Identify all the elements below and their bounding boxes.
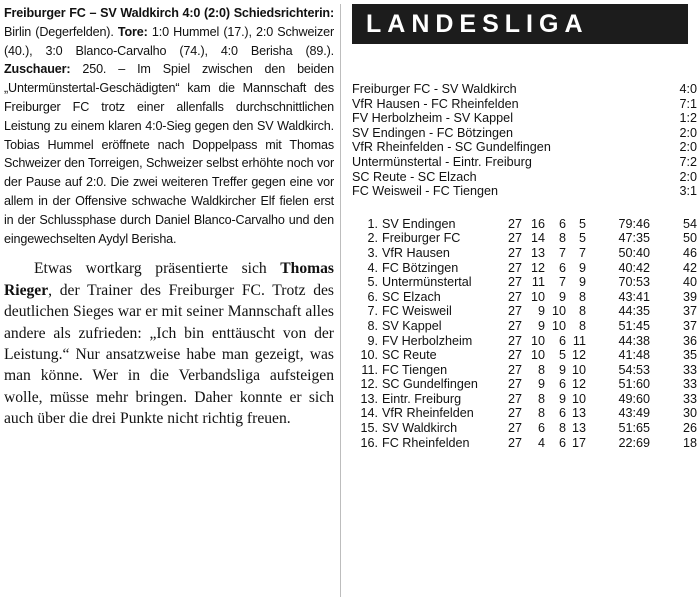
standing-points: 42 [682, 260, 697, 275]
standing-team: FC Rheinfelden [382, 435, 470, 450]
result-match: FC Weisweil - FC Tiengen [352, 184, 499, 199]
result-match: Untermünstertal - Eintr. Freiburg [352, 154, 532, 169]
result-score: 2:0 [679, 169, 697, 184]
result-row [352, 111, 697, 126]
standing-wins: 9 [537, 304, 545, 319]
standing-goals: 51:65 [618, 421, 650, 436]
standing-team: FC Tiengen [382, 362, 448, 377]
standing-goals: 79:46 [618, 216, 650, 231]
standing-goals: 51:60 [618, 377, 650, 392]
standing-losses: 13 [571, 421, 586, 436]
standing-losses: 10 [571, 362, 586, 377]
standing-draws: 6 [558, 260, 566, 275]
standing-team: FC Weisweil [382, 304, 452, 319]
standing-losses: 8 [578, 318, 586, 333]
standing-team: SC Gundelfingen [382, 377, 478, 392]
standing-draws: 8 [558, 421, 566, 436]
standing-team: Untermünstertal [382, 275, 472, 290]
result-row [352, 140, 697, 155]
standing-games: 27 [507, 348, 522, 363]
spectators-text: 250. – Im Spiel zwischen den beiden „Untermünstertal-Geschädigten“ kam die Mannschaft des Freiburger FC trotz einer allenfalls durchschnittlichen Leistung zu einem klaren 4:0-Sieg gegen den SV Waldkirch. Tobias Hummel eröffnete nach Doppelpass mit Thomas Schweizer den Torreigen, Schweizer selbst erhöhte noch vor der Pause auf 2:0. Die zwei weiteren Treffer gegen eine vor allem in der Offensive schwache Waldkircher Elf fielen erst in der Schlussphase durch Daniel Blanco-Carvalho und den eingewechselten Aydyl Berisha. [4, 62, 334, 246]
standing-losses: 5 [578, 216, 586, 231]
standing-wins: 10 [530, 348, 545, 363]
standing-wins: 11 [531, 275, 545, 290]
standing-losses: 12 [571, 348, 586, 363]
standing-draws: 6 [558, 406, 566, 421]
standing-draws: 10 [551, 318, 566, 333]
standing-losses: 17 [571, 435, 586, 450]
coach-feature [4, 258, 334, 429]
table-row [352, 304, 697, 319]
standing-rank: 16. [360, 435, 378, 450]
standing-games: 27 [507, 318, 522, 333]
results-list [352, 82, 697, 199]
result-match: VfR Rheinfelden - SC Gundelfingen [352, 140, 551, 155]
standing-points: 18 [682, 435, 697, 450]
match-report-title: Freiburger FC – SV Waldkirch 4:0 (2:0) [4, 6, 230, 20]
standing-goals: 47:35 [618, 231, 650, 246]
standing-rank: 11. [361, 362, 378, 377]
table-row [352, 231, 697, 246]
referee-label: Schiedsrichterin: [233, 6, 335, 20]
standing-points: 54 [682, 216, 697, 231]
table-row [352, 319, 697, 334]
table-row [352, 275, 697, 290]
standing-team: SC Elzach [382, 289, 441, 304]
match-report [4, 4, 334, 248]
standing-points: 35 [682, 348, 697, 363]
standing-team: Eintr. Freiburg [382, 391, 462, 406]
standing-games: 27 [507, 216, 522, 231]
table-row [352, 261, 697, 276]
standing-draws: 7 [558, 275, 566, 290]
standing-games: 27 [507, 275, 522, 290]
standing-rank: 1. [367, 216, 378, 231]
result-match: SV Endingen - FC Bötzingen [352, 125, 514, 140]
standing-wins: 12 [530, 260, 545, 275]
standing-wins: 13 [530, 245, 545, 260]
standing-rank: 3. [367, 245, 378, 260]
standing-losses: 10 [571, 391, 586, 406]
standing-goals: 41:48 [618, 348, 650, 363]
standing-wins: 10 [530, 289, 545, 304]
result-match: Freiburger FC - SV Waldkirch [352, 82, 517, 96]
result-row [352, 184, 697, 199]
standing-points: 39 [682, 289, 697, 304]
standing-games: 27 [507, 362, 522, 377]
standing-games: 27 [507, 421, 522, 436]
result-row [352, 82, 697, 97]
standing-wins: 16 [530, 216, 545, 231]
standing-draws: 9 [558, 391, 566, 406]
standing-points: 33 [682, 362, 697, 377]
standing-draws: 6 [558, 333, 566, 348]
standing-goals: 50:40 [618, 245, 650, 260]
standing-wins: 8 [537, 406, 545, 421]
result-score: 2:0 [679, 125, 697, 140]
result-row [352, 170, 697, 185]
result-score: 4:0 [679, 82, 697, 96]
table-row [352, 334, 697, 349]
standing-losses: 13 [571, 406, 586, 421]
standing-points: 26 [682, 421, 697, 436]
goals-text: 1:0 Hummel (17.), 2:0 Schweizer (40.), 3:0 Blanco-Carvalho (74.), 4:0 Berisha (89.). [4, 24, 334, 58]
spectators-label: Zuschauer: [4, 62, 71, 77]
table-row [352, 436, 697, 451]
result-score: 7:1 [679, 96, 697, 111]
result-match: SC Reute - SC Elzach [352, 169, 477, 184]
standing-points: 50 [682, 231, 697, 246]
standing-rank: 14. [360, 406, 378, 421]
table-row [352, 348, 697, 363]
table-row [352, 246, 697, 261]
standing-rank: 6. [367, 289, 378, 304]
standing-wins: 10 [530, 333, 545, 348]
standing-wins: 9 [537, 318, 545, 333]
table-row [352, 290, 697, 305]
result-row [352, 97, 697, 112]
standing-rank: 13. [360, 391, 378, 406]
table-row [352, 392, 697, 407]
standing-points: 46 [682, 245, 697, 260]
standing-goals: 43:49 [618, 406, 650, 421]
result-match: VfR Hausen - FC Rheinfelden [352, 96, 519, 111]
coach-name: Thomas Rieger [4, 260, 334, 299]
standing-draws: 6 [558, 435, 566, 450]
result-match: FV Herbolzheim - SV Kappel [352, 111, 513, 126]
league-banner: LANDESLIGA [352, 4, 688, 44]
result-row [352, 155, 697, 170]
standing-goals: 44:38 [618, 333, 650, 348]
standing-goals: 44:35 [618, 304, 650, 319]
column-divider [340, 4, 341, 597]
standing-rank: 7. [367, 304, 378, 319]
standing-rank: 2. [367, 231, 378, 246]
standing-goals: 43:41 [618, 289, 650, 304]
result-row [352, 126, 697, 141]
standing-rank: 8. [367, 318, 378, 333]
standing-games: 27 [507, 289, 522, 304]
standing-draws: 9 [558, 362, 566, 377]
standing-wins: 9 [537, 377, 545, 392]
standing-team: SV Endingen [382, 216, 456, 231]
standing-rank: 12. [360, 377, 378, 392]
standing-wins: 4 [537, 435, 545, 450]
standing-games: 27 [507, 245, 522, 260]
table-row [352, 363, 697, 378]
standing-losses: 8 [578, 289, 586, 304]
standing-games: 27 [507, 391, 522, 406]
result-score: 3:1 [679, 184, 697, 199]
result-score: 1:2 [679, 111, 697, 126]
standing-points: 40 [682, 275, 697, 290]
standing-points: 37 [682, 318, 697, 333]
referee-text: Birlin (Degerfelden). [4, 24, 118, 39]
standing-team: Freiburger FC [382, 231, 461, 246]
table-row [352, 377, 697, 392]
standing-draws: 7 [558, 245, 566, 260]
goals-label: Tore: [117, 24, 148, 39]
standing-games: 27 [507, 333, 522, 348]
result-score: 2:0 [679, 140, 697, 155]
standing-losses: 8 [578, 304, 586, 319]
standing-points: 37 [682, 304, 697, 319]
standing-games: 27 [507, 406, 522, 421]
standing-games: 27 [507, 260, 522, 275]
standing-rank: 9. [367, 333, 378, 348]
standing-team: VfR Hausen [382, 245, 450, 260]
standing-goals: 54:53 [618, 362, 650, 377]
standing-team: SV Waldkirch [382, 421, 458, 436]
coach-feature-text: , der Trainer des Freiburger FC. Trotz des deutlichen Sieges war er mit seiner Mannschaft alles andere als zufrieden: „Ich bin enttäuscht von der Leistung.“ Nur ansatzweise habe man gezeigt, was man könne. Wer in die Verbandsliga aufsteigen wolle, müsse mehr bringen. Daher konnte er sich auch über die drei Punkte nicht richtig freuen. [4, 281, 334, 428]
table-row [352, 421, 697, 436]
standing-games: 27 [507, 304, 522, 319]
standing-wins: 8 [537, 391, 545, 406]
standing-draws: 10 [551, 304, 566, 319]
standing-losses: 9 [578, 275, 586, 290]
standing-wins: 8 [537, 362, 545, 377]
standing-losses: 11 [572, 333, 586, 348]
standing-draws: 5 [558, 348, 566, 363]
standing-goals: 49:60 [618, 391, 650, 406]
standing-team: FV Herbolzheim [382, 333, 473, 348]
standing-rank: 10. [360, 348, 378, 363]
standing-team: SC Reute [382, 348, 437, 363]
standing-draws: 6 [558, 216, 566, 231]
match-report-column [4, 4, 334, 430]
standing-losses: 5 [578, 231, 586, 246]
standing-games: 27 [507, 231, 522, 246]
standing-draws: 8 [558, 231, 566, 246]
standing-goals: 40:42 [618, 260, 650, 275]
standing-team: SV Kappel [382, 318, 442, 333]
standing-losses: 12 [571, 377, 586, 392]
table-row [352, 406, 697, 421]
standing-points: 36 [682, 333, 697, 348]
standing-goals: 22:69 [618, 435, 650, 450]
standing-games: 27 [507, 435, 522, 450]
league-column [352, 4, 697, 450]
standing-points: 33 [682, 377, 697, 392]
standing-wins: 14 [530, 231, 545, 246]
standings-table [352, 217, 697, 451]
coach-feature-intro: Etwas wortkarg präsentierte sich [34, 260, 281, 278]
result-score: 7:2 [679, 154, 697, 169]
coach-feature-paragraph [4, 258, 334, 429]
standing-losses: 7 [578, 245, 586, 260]
standing-goals: 51:45 [618, 318, 650, 333]
standing-points: 30 [682, 406, 697, 421]
standing-wins: 6 [537, 421, 545, 436]
standing-team: FC Bötzingen [382, 260, 459, 275]
table-row [352, 217, 697, 232]
standing-draws: 9 [558, 289, 566, 304]
standing-points: 33 [682, 391, 697, 406]
standing-rank: 4. [367, 260, 378, 275]
standing-draws: 6 [558, 377, 566, 392]
standing-goals: 70:53 [618, 275, 650, 290]
standing-rank: 5. [367, 275, 378, 290]
standing-rank: 15. [360, 421, 378, 436]
standing-games: 27 [507, 377, 522, 392]
standing-team: VfR Rheinfelden [382, 406, 474, 421]
standing-losses: 9 [578, 260, 586, 275]
